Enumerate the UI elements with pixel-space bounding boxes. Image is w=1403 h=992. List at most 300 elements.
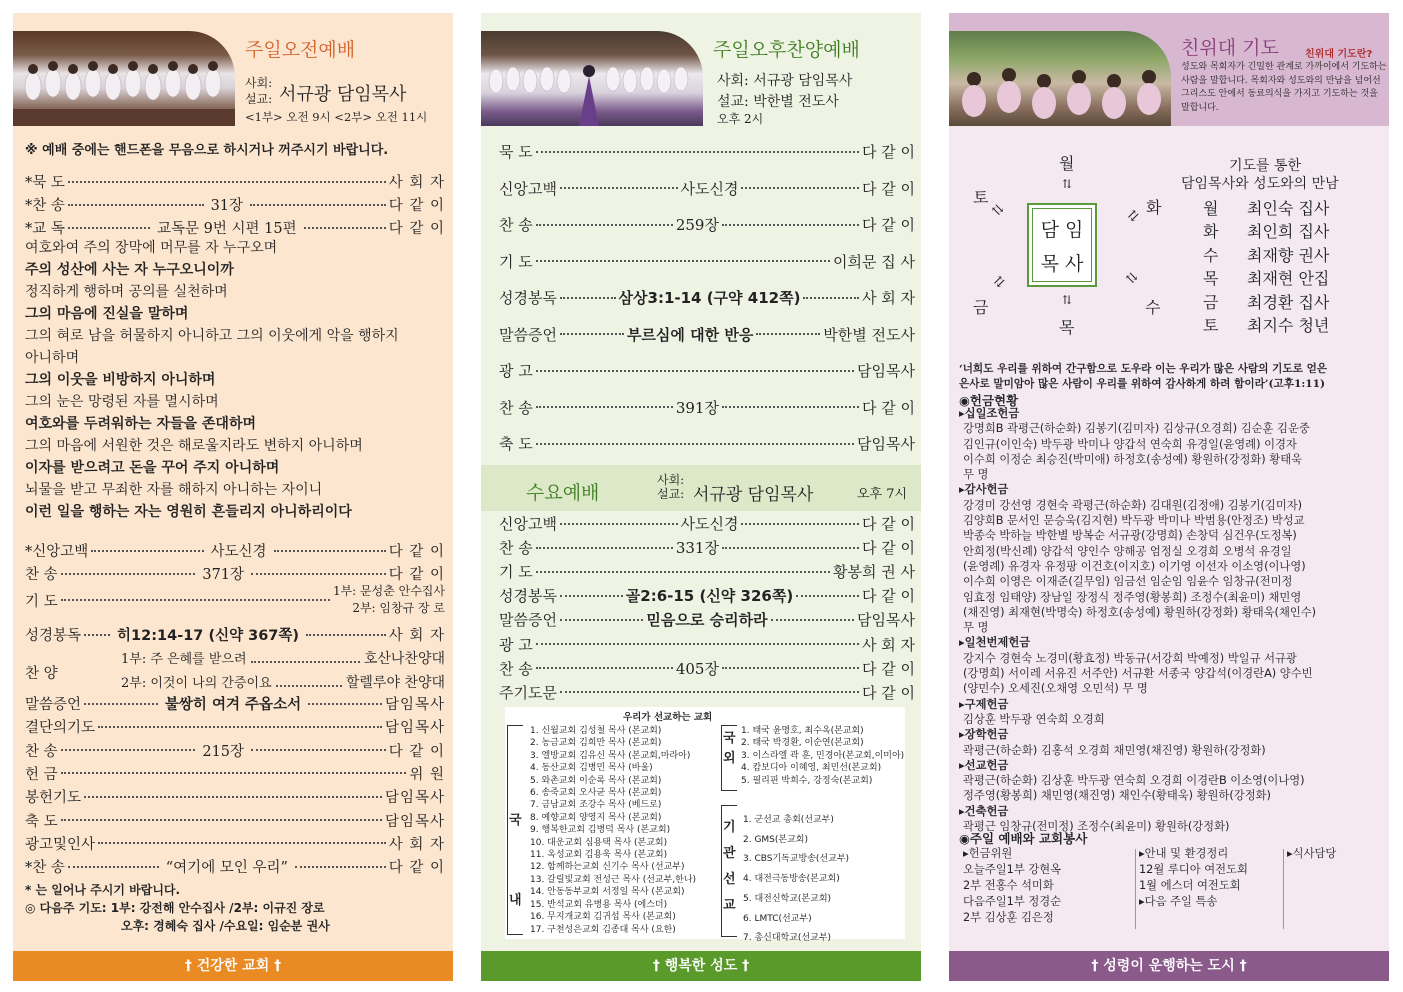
reading-line: 그의 마음에 서원한 것은 해로울지라도 변하지 아니하며 bbox=[25, 438, 363, 454]
mission-institution: 2. GMS(본교회) bbox=[743, 834, 809, 845]
mission-church: 14. 안동동부교회 서정일 목사 (본교회) bbox=[530, 887, 685, 898]
service-line: 오늘주일1부 강현옥 bbox=[963, 863, 1062, 876]
order-row bbox=[499, 324, 915, 345]
order-person: 다 같 이 bbox=[861, 683, 915, 702]
dot-leader bbox=[560, 523, 678, 525]
order-person: 담임목사 bbox=[384, 813, 445, 830]
dot-leader bbox=[251, 573, 386, 575]
dot-leader bbox=[306, 634, 386, 636]
dot-leader bbox=[560, 595, 623, 597]
order-label: 묵 도 bbox=[499, 143, 533, 161]
dot-leader bbox=[61, 819, 382, 821]
description bbox=[1181, 61, 1387, 115]
order-person: 담임목사 bbox=[384, 697, 446, 713]
order-label: *신앙고백 bbox=[25, 544, 89, 560]
mission-church: 13. 갈릴빛교회 전성근 목사 (선교부,한나) bbox=[530, 874, 697, 885]
arrow-icon: ⇅ bbox=[1062, 293, 1073, 307]
service-line: 2부 전홍수 석미화 bbox=[963, 879, 1054, 892]
day-thursday-bottom: 목 bbox=[1059, 318, 1075, 337]
order-item: 믿음으로 승리하라 bbox=[646, 611, 768, 630]
order-label: 축 도 bbox=[499, 435, 533, 453]
order-label: 헌 금 bbox=[25, 766, 58, 783]
order-item: “여기에 모인 우리” bbox=[165, 860, 288, 877]
offering-names: 무 명 bbox=[963, 621, 989, 635]
dot-leader bbox=[722, 224, 859, 226]
schedule-name: 최경환 집사 bbox=[1247, 292, 1330, 312]
mission-church: 15. 반석교회 유병용 목사 (에스더) bbox=[530, 899, 668, 910]
domestic-missions bbox=[530, 725, 696, 936]
order-person: 다 같 이 bbox=[862, 515, 916, 533]
dot-leader bbox=[741, 187, 859, 189]
mission-church: 8. 예향교회 양영지 목사 (본교회) bbox=[530, 812, 662, 823]
reading-line: 아니하며 bbox=[25, 350, 80, 366]
dot-leader bbox=[304, 227, 386, 229]
offering-names: 이수희 이영은 이재준(길무임) 임금선 임순임 임윤수 임창규(전미정 bbox=[963, 575, 1293, 589]
service-line: 1월 에스더 여전도회 bbox=[1139, 879, 1241, 892]
order-label: 성경봉독 bbox=[499, 289, 557, 307]
mission-church: 4. 동산교회 김병민 목사 (바울) bbox=[530, 763, 653, 774]
mission-church: 9. 행복한교회 김병덕 목사 (본교회) bbox=[530, 825, 671, 836]
day-monday-top: 월 bbox=[1059, 154, 1075, 173]
reading-text: 히12:14-17 (신약 367쪽) bbox=[117, 628, 300, 644]
dot-leader bbox=[295, 866, 386, 868]
verse-1: ‘너희도 우리를 위하여 간구함으로 도우라 이는 우리가 많은 사람의 기도로 얻은 bbox=[959, 363, 1328, 375]
pastor-label bbox=[1032, 208, 1092, 282]
dot-leader bbox=[308, 703, 382, 705]
service-line: ▸다음 주일 특송 bbox=[1139, 895, 1218, 908]
stand-note: * 는 일어나 주시기 바랍니다. bbox=[25, 883, 181, 897]
order-person: 사 회 자 bbox=[861, 289, 915, 307]
reading-line: 여호와를 두려워하는 자들을 존대하며 bbox=[25, 416, 257, 432]
next-prayer-1: ◎ 다음주 기도: 1부: 강전해 안수집사 /2부: 이규진 장로 bbox=[25, 901, 325, 915]
order-row bbox=[25, 810, 445, 831]
dot-leader bbox=[84, 703, 158, 705]
service-times: <1부> 오전 9시 <2부> 오전 11시 bbox=[245, 110, 428, 124]
order-label: 광 고 bbox=[499, 362, 533, 380]
order-person: 담임목사 bbox=[857, 435, 915, 453]
order-item: 405장 bbox=[675, 659, 719, 678]
offering-names: (양민수) 오세진(오채영 오민석) 무 명 bbox=[963, 682, 1148, 696]
offering-names: 김양희B 문서인 문승욱(김지현) 박두광 박미나 박범용(안정조) 박성교 bbox=[963, 514, 1305, 528]
page-title: 주일오전예배 bbox=[245, 39, 356, 61]
preacher-line: 설교: 박한별 전도사 bbox=[717, 94, 839, 110]
order-person: 담임목사 bbox=[384, 720, 445, 737]
order-row bbox=[25, 563, 445, 584]
offering-title: ◉헌금현황 bbox=[959, 393, 1019, 408]
dot-leader bbox=[251, 749, 386, 751]
dot-leader bbox=[536, 571, 830, 573]
next-prayer-2: 오후: 경혜숙 집사 /수요일: 임순분 권사 bbox=[121, 919, 330, 933]
arrow-icon: ⇅ bbox=[1123, 207, 1142, 226]
mission-church: 11. 옥성교회 김용욱 목사 (본교회) bbox=[530, 850, 668, 861]
order-label: 말씀증언 bbox=[499, 325, 557, 344]
dot-leader bbox=[91, 550, 203, 552]
footer-banner: † 행복한 성도 † bbox=[481, 951, 921, 981]
wednesday-preacher: 서규광 담임목사 bbox=[693, 485, 814, 505]
mission-institution: 7. 총신대학교(선교부) bbox=[743, 933, 832, 944]
page-title: 주일오후찬양예배 bbox=[713, 39, 860, 61]
order-label: 신앙고백 bbox=[499, 179, 557, 198]
order-label: *찬 송 bbox=[25, 860, 65, 877]
service-line: 12월 루디아 여전도회 bbox=[1139, 863, 1248, 876]
order-person: 다 같 이 bbox=[862, 179, 916, 198]
dot-leader bbox=[251, 648, 360, 663]
dot-leader bbox=[61, 599, 330, 601]
prayer-head-1: 기도를 통한 bbox=[1229, 158, 1302, 174]
order-label: 찬 송 bbox=[25, 743, 58, 760]
reading-line: 이자를 받으려고 돈을 꾸어 주지 아니하며 bbox=[25, 460, 280, 476]
dot-leader bbox=[536, 224, 673, 226]
order-person: 담임목사 bbox=[857, 362, 915, 380]
schedule-row bbox=[1203, 267, 1329, 290]
offering-names: 강명희B 곽평근(하순화) 김봉기(김미자) 김상규(오경희) 김순훈 김운중 bbox=[963, 422, 1310, 436]
phone-notice: ※ 예배 중에는 핸드폰을 무음으로 하시거나 꺼주시기 바랍니다. bbox=[25, 143, 389, 158]
dot-leader bbox=[560, 187, 678, 189]
verse-2: 은사로 말미암아 많은 사람이 우리를 위하여 감사하게 하려 함이라’(고후1:11) bbox=[959, 378, 1326, 390]
offering-names: (채진영) 최재현(박명숙) 하정호(송성예) 황원하(강정화) 황태욱(채인수) bbox=[963, 605, 1317, 619]
order-label: *교 독 bbox=[25, 221, 65, 237]
order-person: 담임목사 bbox=[857, 611, 915, 630]
dot-leader bbox=[61, 749, 196, 751]
order-item: 골2:6-15 (신약 326쪽) bbox=[625, 587, 794, 606]
choir-photo bbox=[481, 31, 703, 126]
footer-banner: † 성령이 운행하는 도시 † bbox=[949, 951, 1389, 981]
dot-leader bbox=[68, 866, 159, 868]
mission-institution: 4. 대전극동방송(본교회) bbox=[743, 874, 840, 885]
arrow-icon: ⇅ bbox=[1062, 177, 1073, 191]
dot-leader bbox=[61, 573, 196, 575]
prayer-panel bbox=[949, 13, 1389, 981]
leader-role: 사회: bbox=[245, 76, 273, 90]
dot-leader bbox=[536, 643, 859, 645]
order-item: 불쌍히 여겨 주옵소서 bbox=[164, 697, 302, 713]
offering-names: (강명희) 서이레 서유진 서주안) 서규환 서종국 양갑석(이경란A) 양수빈 bbox=[963, 667, 1313, 681]
anthem-block bbox=[25, 648, 445, 696]
leader-line: 사회: 서규광 담임목사 bbox=[717, 73, 853, 89]
order-person: 다 같 이 bbox=[388, 860, 445, 877]
page-title: 친위대 기도 bbox=[1181, 37, 1279, 59]
offering-names: 안희정(박신례) 양갑석 양인수 양해공 엄정실 오경희 오병석 유경일 bbox=[963, 544, 1292, 558]
dot-leader bbox=[741, 523, 859, 525]
order-label: 성경봉독 bbox=[499, 587, 557, 606]
offering-names: (윤영례) 유경자 유정팡 이건호(이지호) 이기영 이선자 이소영(이나영) bbox=[963, 559, 1306, 573]
order-person: 다 같 이 bbox=[388, 567, 445, 583]
schedule-name: 최재현 안집 bbox=[1247, 269, 1330, 289]
dot-leader bbox=[560, 619, 643, 621]
schedule-row bbox=[1203, 291, 1329, 314]
order-person: 담임목사 bbox=[384, 790, 445, 807]
order-label: 찬 송 bbox=[25, 567, 58, 583]
order-item: 391장 bbox=[675, 398, 719, 417]
order-row bbox=[25, 217, 445, 238]
reading-row bbox=[25, 624, 445, 645]
offering-names: 무 명 bbox=[963, 468, 989, 482]
prayer-photo bbox=[949, 31, 1171, 126]
description-line: 성도와 목회자가 긴밀한 관계로 가까이에서 기도하는 bbox=[1181, 62, 1387, 72]
mission-institution: 5. 대전신학교(본교회) bbox=[743, 893, 832, 904]
order-row bbox=[499, 609, 915, 630]
mission-church: 16. 무지개교회 김귀섭 목사 (본교회) bbox=[530, 912, 676, 923]
offering-names: 곽평근 임창규(전미정) 조정수(최윤미) 황원하(강정화) bbox=[963, 820, 1230, 834]
schedule-row bbox=[1203, 220, 1329, 243]
divider bbox=[1135, 849, 1136, 929]
preacher-name: 서규광 담임목사 bbox=[279, 84, 407, 105]
order-person: 다 같 이 bbox=[862, 398, 916, 417]
order-row bbox=[499, 561, 915, 582]
order-label: 찬 송 bbox=[499, 539, 533, 558]
anthem-label: 찬 양 bbox=[25, 666, 58, 682]
dot-leader bbox=[560, 691, 859, 693]
schedule-day: 수 bbox=[1203, 245, 1219, 265]
order-row bbox=[499, 537, 915, 558]
day-tuesday: 화 bbox=[1146, 198, 1162, 217]
schedule-name: 최지수 청년 bbox=[1247, 316, 1330, 336]
dot-leader bbox=[84, 634, 110, 636]
order-person: 다 같 이 bbox=[388, 221, 445, 237]
order-item: 사도신경 bbox=[680, 179, 739, 198]
order-row bbox=[25, 194, 445, 215]
dot-leader bbox=[536, 260, 830, 262]
offering-committee bbox=[963, 846, 1061, 926]
dot-leader bbox=[796, 595, 859, 597]
schedule-day: 월 bbox=[1203, 199, 1219, 218]
dot-leader bbox=[68, 227, 150, 229]
order-row bbox=[25, 540, 445, 561]
offering-category: ▸구제헌금 bbox=[959, 697, 1009, 711]
description-line: 말합니다. bbox=[1181, 102, 1219, 113]
order-person: 황봉희 권 사 bbox=[833, 563, 915, 582]
order-row bbox=[499, 214, 915, 235]
order-row bbox=[499, 682, 915, 703]
service-time: 오후 2시 bbox=[717, 112, 764, 126]
mission-institution: 3. CBS기독교방송(선교부) bbox=[743, 854, 850, 865]
dot-leader bbox=[274, 550, 386, 552]
mission-institution: 1. 군선교 총회(선교부) bbox=[743, 815, 834, 825]
reading-reader: 사 회 자 bbox=[388, 628, 445, 644]
service-line: ▸헌금위원 bbox=[963, 847, 1013, 860]
order-person: 사 회 자 bbox=[388, 175, 445, 191]
dot-leader bbox=[722, 406, 859, 408]
dot-leader bbox=[803, 297, 859, 299]
service-line: ▸식사담당 bbox=[1287, 847, 1337, 860]
dot-leader bbox=[560, 297, 616, 299]
afternoon-service-panel bbox=[481, 13, 921, 981]
prayer-row bbox=[25, 583, 445, 617]
schedule-name: 최재향 권사 bbox=[1247, 245, 1330, 265]
dot-leader bbox=[61, 772, 407, 774]
order-label: 기 도 bbox=[499, 563, 533, 582]
dot-leader bbox=[756, 333, 820, 335]
order-label: 기 도 bbox=[499, 252, 533, 271]
order-person: 사 회 자 bbox=[861, 635, 915, 654]
preacher-role: 설교: bbox=[245, 92, 273, 106]
guidance-team bbox=[1139, 846, 1248, 910]
order-item: 331장 bbox=[675, 539, 719, 558]
leader-label bbox=[245, 75, 272, 107]
service-line: ▸안내 및 환경정리 bbox=[1139, 847, 1229, 860]
anthem-1-title: 1부: 주 은혜를 받으려 bbox=[121, 652, 247, 667]
mission-church: 7. 금남교회 조강수 목사 (베드로) bbox=[530, 800, 662, 811]
dot-leader bbox=[84, 796, 382, 798]
service-line: 2부 김상훈 김은정 bbox=[963, 911, 1054, 924]
order-label: 주기도문 bbox=[499, 683, 557, 702]
prayer-head-2: 담임목사와 성도와의 만남 bbox=[1181, 176, 1339, 192]
order-label: 찬 송 bbox=[499, 216, 533, 234]
order-label: 말씀증언 bbox=[25, 697, 82, 713]
mission-foreign: 2. 태국 박경환, 이순연(본교회) bbox=[741, 738, 864, 749]
reading-line: 그의 마음에 진실을 말하며 bbox=[25, 306, 189, 322]
reading-line: 여호와여 주의 장막에 머무를 자 누구오며 bbox=[25, 240, 278, 256]
offering-list bbox=[959, 406, 1317, 834]
order-item: 교독문 9번 시편 15편 bbox=[157, 221, 297, 237]
order-row bbox=[499, 585, 915, 606]
order-person: 다 같 이 bbox=[862, 216, 916, 234]
offering-category: ▸십일조헌금 bbox=[959, 407, 1020, 420]
mission-church: 12. 함께하는교회 신기수 목사 (선교부) bbox=[530, 862, 685, 873]
order-person: 사 회 자 bbox=[388, 836, 445, 853]
pastor-box bbox=[1027, 203, 1097, 287]
wed-leader-role: 사회: bbox=[657, 473, 685, 487]
mission-church: 5. 와촌교회 이순록 목사 (본교회) bbox=[530, 775, 662, 786]
description-line: 사람을 말합니다. 목회자와 성도와의 만남을 넘어선 bbox=[1181, 75, 1381, 86]
order-label: 축 도 bbox=[25, 813, 58, 830]
order-label: 광고및인사 bbox=[25, 836, 96, 853]
order-label: 결단의기도 bbox=[25, 720, 96, 737]
mission-church: 10. 대운교회 심용택 목사 (본교회) bbox=[530, 837, 668, 848]
service-title: ◉주일 예배와 교회봉사 bbox=[959, 831, 1088, 846]
divider bbox=[1283, 849, 1284, 929]
schedule-name: 최인숙 집사 bbox=[1247, 199, 1330, 218]
order-person: 다 같 이 bbox=[388, 743, 445, 760]
order-item: 215장 bbox=[202, 743, 245, 760]
order-person: 다 같 이 bbox=[862, 659, 916, 678]
dot-leader bbox=[68, 181, 386, 183]
dot-leader bbox=[68, 204, 204, 206]
dot-leader bbox=[98, 842, 386, 844]
anthem-2 bbox=[121, 672, 445, 692]
schedule-row bbox=[1203, 244, 1329, 267]
dot-leader bbox=[250, 204, 386, 206]
pastor-line-2: 목 사 bbox=[1040, 253, 1084, 275]
offering-names: 박종숙 박하늘 박한별 방복순 서규광(강명희) 손창덕 심건우(도정복) bbox=[963, 529, 1297, 543]
schedule-day: 목 bbox=[1203, 269, 1219, 289]
mission-foreign: 4. 캄보디아 이혜영, 최민선(본교회) bbox=[741, 763, 882, 774]
morning-service-panel bbox=[13, 13, 453, 981]
offering-names: 임효정 임태양) 장남일 장정식 정주영(황봉희) 조정수(최윤미) 채민영 bbox=[963, 590, 1302, 604]
order-item: 31장 bbox=[210, 198, 244, 214]
schedule-row bbox=[1203, 314, 1329, 337]
inst-label: 기 관 선 교 bbox=[723, 820, 736, 913]
arrow-icon: ⇅ bbox=[1123, 269, 1142, 288]
domestic-label: 국 내 bbox=[509, 813, 522, 908]
institution-missions bbox=[743, 811, 849, 949]
dot-leader bbox=[536, 151, 859, 153]
order-row bbox=[499, 360, 915, 381]
choir-photo bbox=[13, 31, 235, 126]
order-person: 다 같 이 bbox=[862, 539, 916, 558]
order-label: 광 고 bbox=[499, 635, 533, 654]
order-label: 신앙고백 bbox=[499, 515, 557, 533]
order-person: 다 같 이 bbox=[862, 587, 916, 606]
order-row bbox=[25, 763, 445, 784]
dot-leader bbox=[536, 406, 673, 408]
responsive-reading bbox=[25, 237, 450, 523]
order-row bbox=[25, 740, 445, 761]
order-row bbox=[499, 287, 915, 308]
order-item: 사도신경 bbox=[680, 515, 739, 533]
anthem-1 bbox=[121, 648, 445, 668]
choir-illustration bbox=[13, 31, 235, 126]
reading-line: 이런 일을 행하는 자는 영원히 흔들리지 아니하리이다 bbox=[25, 504, 352, 520]
reading-line: 그의 이웃을 비방하지 아니하며 bbox=[25, 372, 216, 388]
wednesday-time: 오후 7시 bbox=[857, 487, 908, 502]
offering-category: ▸감사헌금 bbox=[959, 483, 1009, 497]
schedule-row bbox=[1203, 197, 1329, 220]
dot-leader bbox=[771, 619, 854, 621]
day-saturday: 토 bbox=[973, 188, 989, 207]
mission-church: 2. 농금교회 김희만 목사 (본교회) bbox=[530, 738, 662, 749]
offering-names: 김인규(이인숙) 박두광 박미나 양갑석 연숙희 유경일(윤영례) 이경자 bbox=[963, 437, 1297, 451]
mission-title: 우리가 선교하는 교회 bbox=[623, 712, 713, 723]
prayer-1: 1부: 문성춘 안수집사 bbox=[332, 584, 445, 598]
reading-line: 그의 혀로 남을 허물하지 아니하고 그의 이웃에게 악을 행하지 bbox=[25, 328, 399, 344]
order-row bbox=[499, 658, 915, 679]
meal-team bbox=[1287, 846, 1336, 862]
order-row bbox=[25, 833, 445, 854]
dot-leader bbox=[276, 672, 342, 687]
mission-institution: 6. LMTC(선교부) bbox=[743, 913, 812, 924]
offering-names: 강경미 강선영 경현숙 곽평근(하순화) 김대원(김정애) 김봉기(김미자) bbox=[963, 498, 1303, 512]
mission-church: 6. 송죽교회 오사균 목사 (본교회) bbox=[530, 788, 662, 799]
order-row bbox=[25, 693, 445, 714]
description-line: 그리스도 안에서 동료의식을 가지고 기도하는 것을 bbox=[1181, 89, 1378, 99]
what-is-title: 친위대 기도란? bbox=[1305, 49, 1373, 60]
schedule-day: 토 bbox=[1203, 316, 1219, 336]
prayer-label: 기 도 bbox=[25, 593, 58, 610]
order-item: 삼상3:1-14 (구약 412쪽) bbox=[618, 289, 801, 307]
offering-names: 곽평근(하순화) 김홍석 오경희 채민영(채진영) 황원하(강정화) bbox=[963, 743, 1266, 757]
prayer-2: 2부: 임창규 장 로 bbox=[352, 601, 445, 615]
anthem-1-choir: 호산나찬양대 bbox=[363, 651, 445, 667]
order-row bbox=[499, 178, 915, 199]
reading-line: 뇌물을 받고 무죄한 자를 해하지 아니하는 자이니 bbox=[25, 482, 323, 498]
mission-church: 1. 신월교회 김성철 목사 (본교회) bbox=[530, 726, 662, 736]
foreign-missions bbox=[741, 725, 904, 787]
order-person: 다 같 이 bbox=[388, 198, 445, 214]
offering-names: 김상훈 박두광 연숙희 오경희 bbox=[963, 712, 1105, 726]
schedule-day: 금 bbox=[1203, 292, 1219, 312]
order-row bbox=[499, 513, 915, 534]
dot-leader bbox=[536, 547, 673, 549]
choir-illustration bbox=[481, 31, 703, 126]
day-wednesday: 수 bbox=[1145, 298, 1161, 317]
order-person: 다 같 이 bbox=[861, 143, 915, 161]
mission-church: 17. 구천성은교회 김종대 목사 (요한) bbox=[530, 924, 676, 935]
offering-category: ▸일천번제헌금 bbox=[959, 636, 1031, 650]
pastor-line-1: 담 임 bbox=[1040, 219, 1084, 241]
prayer-schedule bbox=[1203, 197, 1329, 337]
dot-leader bbox=[536, 667, 673, 669]
order-item: 사도신경 bbox=[210, 544, 267, 560]
mission-church: 3. 엘방교회 김유신 목사 (본교회,마라아) bbox=[530, 750, 691, 761]
order-person: 이희문 집 사 bbox=[833, 252, 915, 271]
schedule-name: 최인희 집사 bbox=[1247, 222, 1330, 242]
dot-leader bbox=[98, 726, 382, 728]
reading-line: 주의 성산에 사는 자 누구오니이까 bbox=[25, 262, 234, 278]
order-person: 박한별 전도사 bbox=[823, 325, 915, 344]
order-item: 부르심에 대한 반응 bbox=[626, 325, 754, 344]
offering-category: ▸장학헌금 bbox=[959, 728, 1009, 742]
